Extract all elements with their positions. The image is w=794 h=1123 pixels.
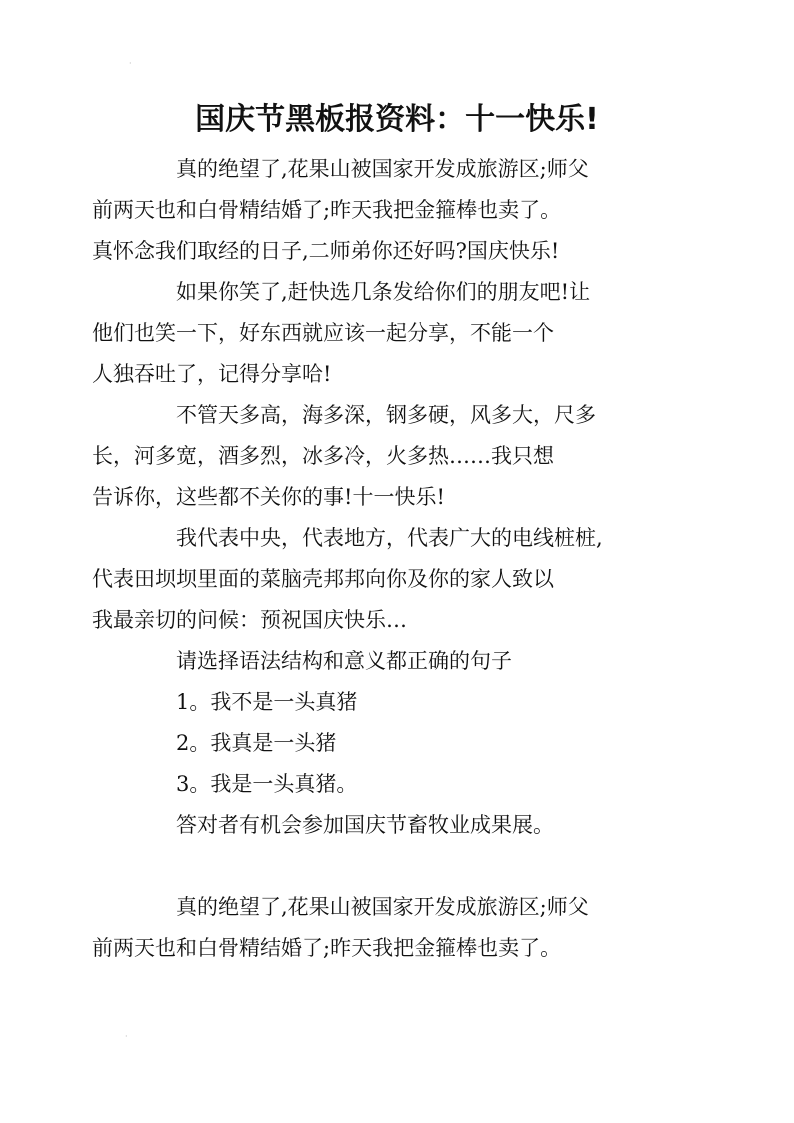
paragraph-line: 人独吞吐了，记得分享哈!: [92, 362, 332, 386]
paragraph-line: 他们也笑一下，好东西就应该一起分享，不能一个: [92, 321, 554, 345]
quiz-option-3: 3。我是一头真猪。: [176, 772, 358, 796]
scan-mark-top: ·: [129, 59, 132, 68]
document-title: 国庆节黑板报资料：十一快乐!: [195, 102, 599, 137]
paragraph-repeat: [92, 887, 664, 969]
paragraph-2: [92, 272, 664, 395]
paragraph-gap: [134, 846, 664, 887]
paragraph-3: [92, 395, 664, 518]
paragraph-line: 真的绝望了,花果山被国家开发成旅游区;师父: [176, 157, 589, 181]
quiz-option-1: 1。我不是一头真猪: [176, 690, 358, 714]
paragraph-line: 前两天也和白骨精结婚了;昨天我把金箍棒也卖了。: [92, 198, 562, 222]
paragraph-line: 长，河多宽，酒多烈，冰多冷，火多热……我只想: [92, 444, 554, 468]
paragraph-4: [92, 518, 664, 641]
quiz-option-2: 2。我真是一头猪: [176, 731, 337, 755]
paragraph-line: 不管天多高，海多深，钢多硬，风多大，尺多: [176, 403, 596, 427]
paragraph-line: 代表田坝坝里面的菜脑壳邦邦向你及你的家人致以: [92, 567, 554, 591]
paragraph-line: 如果你笑了,赶快选几条发给你们的朋友吧!让: [176, 280, 591, 304]
paragraph-line: 我最亲切的问候：预祝国庆快乐…: [92, 608, 407, 632]
paragraph-line: 真怀念我们取经的日子,二师弟你还好吗?国庆快乐!: [92, 239, 560, 263]
document-body: [92, 149, 664, 969]
paragraph-line: 我代表中央，代表地方，代表广大的电线桩桩,: [176, 526, 603, 550]
paragraph-line: 前两天也和白骨精结婚了;昨天我把金箍棒也卖了。: [92, 936, 562, 960]
paragraph-line: 真的绝望了,花果山被国家开发成旅游区;师父: [176, 895, 589, 919]
paragraph-line: 告诉你，这些都不关你的事!十一快乐!: [92, 485, 445, 509]
closing-line: 答对者有机会参加国庆节畜牧业成果展。: [176, 813, 554, 837]
quiz-question: 请选择语法结构和意义都正确的句子: [176, 649, 512, 673]
scan-mark-bottom: ·: [125, 1032, 128, 1041]
paragraph-1: [92, 149, 664, 272]
